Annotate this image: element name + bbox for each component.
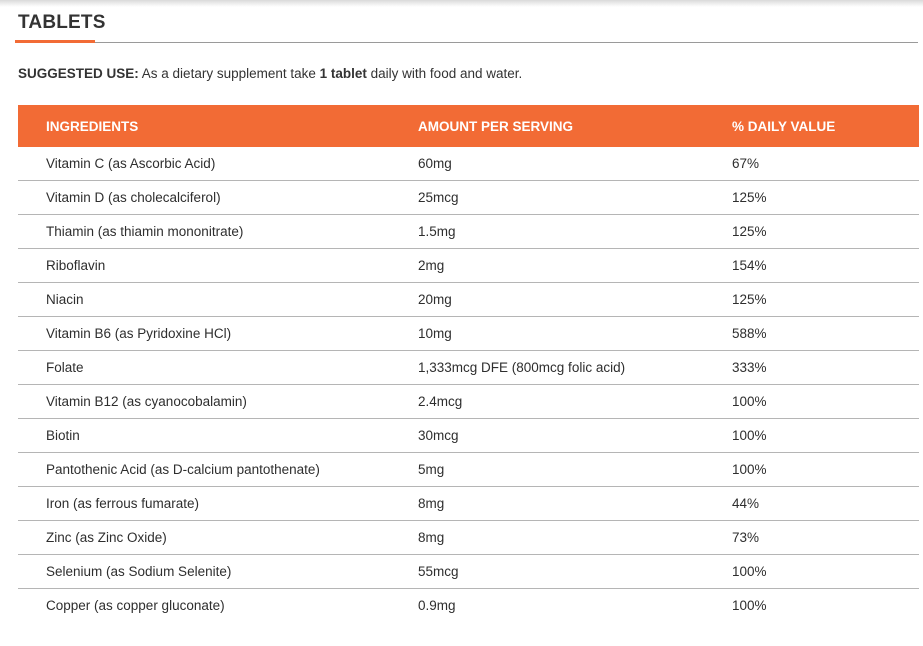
ingredient-name: Vitamin D (as cholecalciferol) [18, 181, 418, 215]
ingredient-amount: 8mg [418, 521, 732, 555]
table-row [18, 351, 919, 385]
ingredient-amount: 55mcg [418, 555, 732, 589]
ingredients-table-header [18, 105, 919, 147]
ingredient-amount: 30mcg [418, 419, 732, 453]
ingredient-name: Iron (as ferrous fumarate) [18, 487, 418, 521]
table-row [18, 249, 919, 283]
table-row [18, 521, 919, 555]
ingredient-name: Thiamin (as thiamin mononitrate) [18, 215, 418, 249]
ingredient-amount: 10mg [418, 317, 732, 351]
ingredient-daily-value: 73% [732, 521, 919, 555]
suggested-use-dose: 1 tablet [319, 66, 367, 81]
ingredient-name: Zinc (as Zinc Oxide) [18, 521, 418, 555]
ingredient-name: Pantothenic Acid (as D-calcium pantothenate) [18, 453, 418, 487]
ingredient-name: Biotin [18, 419, 418, 453]
ingredient-daily-value: 100% [732, 555, 919, 589]
table-row [18, 487, 919, 521]
ingredient-amount: 8mg [418, 487, 732, 521]
ingredient-daily-value: 125% [732, 181, 919, 215]
ingredient-amount: 2mg [418, 249, 732, 283]
ingredient-amount: 5mg [418, 453, 732, 487]
ingredient-daily-value: 588% [732, 317, 919, 351]
ingredient-name: Vitamin B6 (as Pyridoxine HCl) [18, 317, 418, 351]
ingredient-daily-value: 100% [732, 598, 767, 613]
ingredient-daily-value: 100% [732, 385, 919, 419]
table-row [18, 419, 919, 453]
ingredient-daily-value: 100% [732, 453, 919, 487]
ingredient-name: Copper (as copper gluconate) [46, 598, 225, 613]
table-row [18, 317, 919, 351]
table-row [18, 181, 919, 215]
column-header-amount-per-serving: AMOUNT PER SERVING [418, 118, 574, 134]
ingredient-daily-value: 100% [732, 419, 919, 453]
ingredient-daily-value: 125% [732, 215, 919, 249]
ingredient-name: Vitamin B12 (as cyanocobalamin) [18, 385, 418, 419]
section-title-accent-underline [15, 40, 95, 43]
ingredients-table [18, 105, 919, 622]
section-title: TABLETS [18, 12, 106, 33]
top-shadow-edge [0, 0, 923, 7]
ingredient-daily-value: 67% [732, 147, 919, 181]
table-row [18, 215, 919, 249]
ingredient-amount: 1.5mg [418, 215, 732, 249]
ingredient-daily-value: 125% [732, 283, 919, 317]
table-row [18, 555, 919, 589]
suggested-use-text-after: daily with food and water. [366, 66, 523, 81]
column-header-ingredients: INGREDIENTS [46, 118, 139, 134]
table-row [18, 589, 919, 623]
ingredient-amount: 0.9mg [418, 598, 456, 613]
suggested-use-label: SUGGESTED USE: [18, 66, 139, 81]
ingredient-amount: 60mg [418, 147, 732, 181]
ingredient-daily-value: 333% [732, 351, 919, 385]
ingredient-name: Folate [18, 351, 418, 385]
ingredient-amount: 1,333mcg DFE (800mcg folic acid) [418, 351, 732, 385]
table-row [18, 147, 919, 181]
table-row [18, 283, 919, 317]
ingredient-name: Vitamin C (as Ascorbic Acid) [18, 147, 418, 181]
suggested-use-text-before: As a dietary supplement take [138, 66, 320, 81]
ingredient-name: Riboflavin [18, 249, 418, 283]
table-row [18, 453, 919, 487]
ingredient-name: Niacin [18, 283, 418, 317]
section-header [18, 12, 918, 43]
ingredient-amount: 2.4mcg [418, 385, 732, 419]
table-header-row [18, 105, 919, 147]
ingredient-amount: 20mg [418, 283, 732, 317]
ingredient-name: Selenium (as Sodium Selenite) [18, 555, 418, 589]
ingredient-daily-value: 154% [732, 249, 919, 283]
suggested-use-text [18, 66, 522, 81]
ingredients-table-body [18, 147, 919, 622]
ingredient-amount: 25mcg [418, 181, 732, 215]
ingredient-daily-value: 44% [732, 487, 919, 521]
column-header-daily-value: % DAILY VALUE [732, 118, 836, 134]
table-row [18, 385, 919, 419]
section-divider [15, 42, 918, 43]
